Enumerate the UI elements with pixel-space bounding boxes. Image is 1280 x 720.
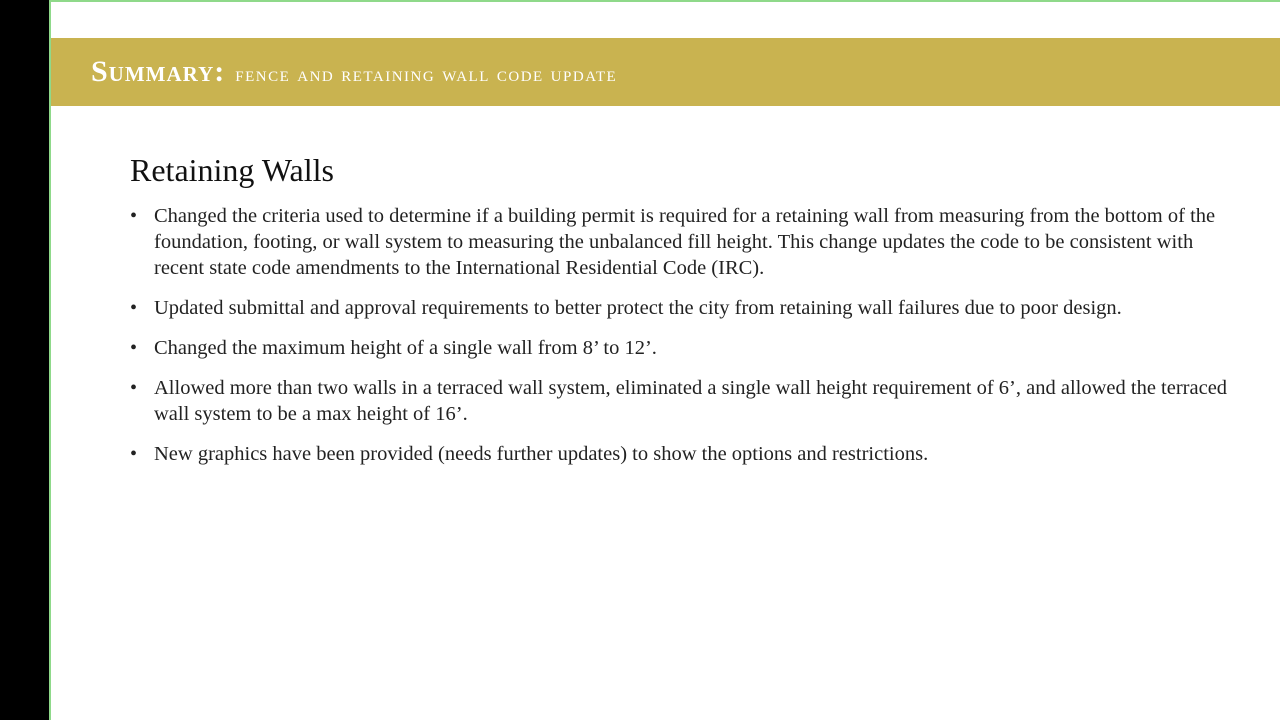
- section-title: Retaining Walls: [130, 152, 334, 188]
- slide-title-sub: fence and retaining wall code update: [235, 61, 618, 86]
- bullet-text: Changed the criteria used to determine if a building permit is required for a retaining wall from measuring from the bottom of the foundation, footing, or wall system to measuring the unbalanced fill height. This change updates the code to be consistent with recent state code amendments to the International Residential Code (IRC).: [154, 205, 1216, 279]
- list-item: [130, 375, 1230, 427]
- bullet-icon: •: [130, 443, 138, 465]
- slide: [51, 2, 1280, 720]
- bullet-icon: •: [130, 337, 138, 359]
- bullet-text: New graphics have been provided (needs further updates) to show the options and restrictions.: [154, 443, 929, 465]
- slide-title-main: Summary:: [91, 55, 226, 88]
- list-item: [130, 441, 1230, 467]
- bullet-text: Allowed more than two walls in a terraced wall system, eliminated a single wall height requirement of 6’, and allowed the terraced wall system to be a max height of 16’.: [154, 377, 1228, 425]
- left-black-bar: [0, 0, 49, 720]
- bullet-icon: •: [130, 297, 138, 319]
- bullet-text: Changed the maximum height of a single wall from 8’ to 12’.: [154, 337, 657, 359]
- list-item: [130, 335, 1230, 361]
- header-band: [51, 38, 1280, 106]
- bullet-text: Updated submittal and approval requirements to better protect the city from retaining wall failures due to poor design.: [154, 297, 1122, 319]
- bullet-icon: •: [130, 377, 138, 399]
- bullet-list: [130, 203, 1230, 467]
- list-item: [130, 203, 1230, 281]
- slide-title: [91, 55, 617, 89]
- slide-content: [130, 152, 1230, 481]
- list-item: [130, 295, 1230, 321]
- bullet-icon: •: [130, 205, 138, 227]
